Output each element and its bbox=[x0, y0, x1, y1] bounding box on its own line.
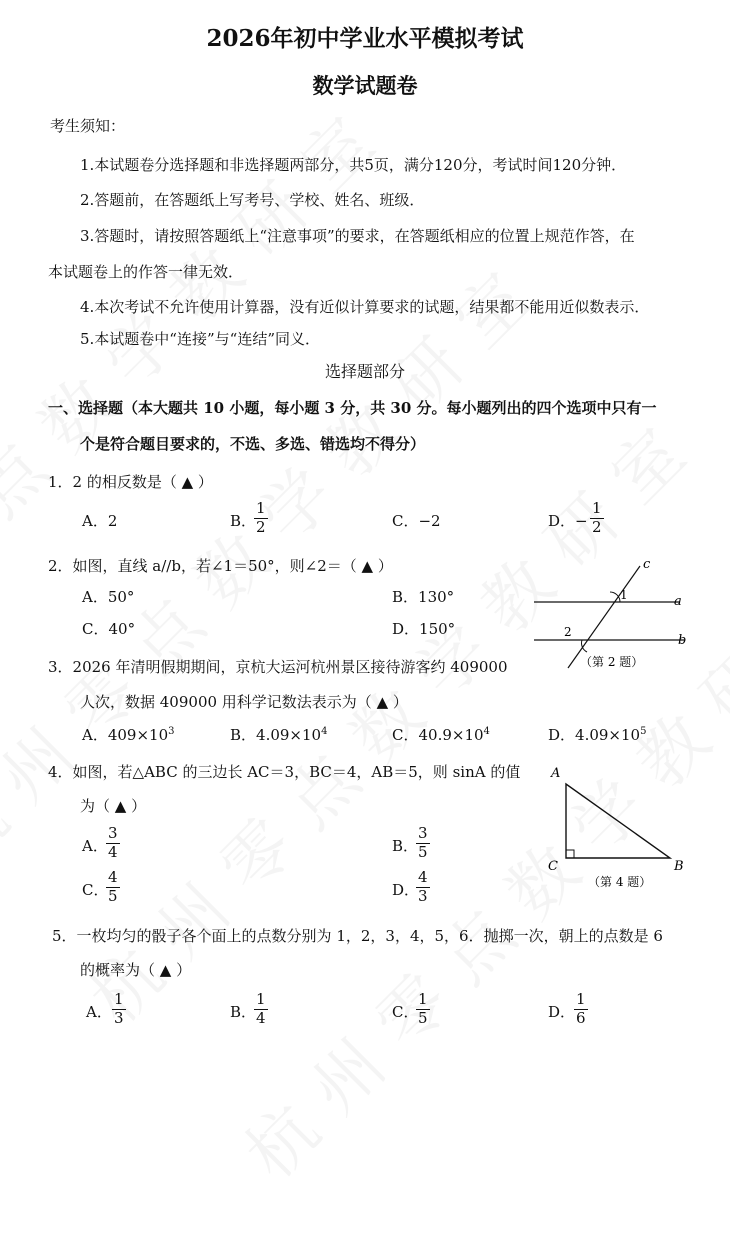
q5-option-a-fraction: 1 3 bbox=[114, 990, 124, 1027]
q5-option-d-fraction: 1 6 bbox=[576, 990, 586, 1027]
q4-stem-line1: 4．如图，若△ABC 的三边长 AC＝3，BC＝4，AB＝5，则 sinA 的值 bbox=[48, 763, 521, 781]
q4-option-a-fraction: 3 4 bbox=[108, 824, 118, 861]
part1-instruction-line1: 一、选择题（本大题共 10 小题，每小题 3 分，共 30 分。每小题列出的四个选项中只有一 bbox=[48, 399, 657, 417]
label-b: b bbox=[678, 633, 687, 648]
label-a: a bbox=[674, 594, 682, 609]
exam-title: 2026年初中学业水平模拟考试 bbox=[206, 25, 524, 52]
q1-option-b-fraction: 1 2 bbox=[256, 499, 266, 536]
q4-option-a-label: A． bbox=[82, 837, 108, 855]
notice-heading: 考生须知： bbox=[50, 117, 126, 135]
paper-subtitle: 数学试题卷 bbox=[312, 73, 418, 98]
notice-item-3-cont: 本试题卷上的作答一律无效． bbox=[48, 263, 244, 281]
q5-option-b-label: B． bbox=[230, 1003, 257, 1021]
q1-option-c: C．−2 bbox=[392, 512, 441, 530]
q1-option-a: A．2 bbox=[82, 512, 118, 530]
q5-option-a-label: A． bbox=[86, 1003, 112, 1021]
q1-option-b-label: B． bbox=[230, 512, 257, 530]
label-vertex-c: C bbox=[548, 859, 558, 874]
triangle-abc bbox=[566, 784, 670, 858]
q2-option-c: C．40° bbox=[82, 620, 136, 638]
q2-figure-caption: （第 2 题） bbox=[580, 655, 644, 669]
q5-stem-line2: 的概率为（ ▲ ） bbox=[80, 961, 192, 979]
q4-option-c-fraction: 4 5 bbox=[108, 868, 118, 905]
q3-option-d: D．$4.09\times 10^5$ bbox=[548, 726, 647, 744]
q3-option-b: B．$4.09\times 10^4$ bbox=[230, 726, 328, 744]
q2-option-b: B．130° bbox=[392, 588, 455, 606]
q5-option-c-fraction: 1 5 bbox=[418, 990, 428, 1027]
notice-item-5: 5.本试题卷中“连接”与“连结”同义． bbox=[80, 330, 320, 348]
q1-option-d-fraction: 1 2 bbox=[592, 499, 602, 536]
line-c bbox=[568, 566, 640, 668]
q3-option-c: C．$40.9\times 10^4$ bbox=[392, 726, 490, 744]
label-vertex-b: B bbox=[674, 859, 684, 874]
notice-item-4: 4.本次考试不允许使用计算器，没有近似计算要求的试题，结果都不能用近似数表示． bbox=[80, 298, 650, 316]
section-title: 选择题部分 bbox=[324, 362, 405, 381]
q5-option-c-label: C． bbox=[392, 1003, 419, 1021]
q2-figure bbox=[528, 556, 698, 672]
q1-option-d-label: D．− bbox=[548, 512, 588, 530]
q5-option-d-label: D． bbox=[548, 1003, 576, 1021]
notice-item-3: 3.答题时，请按照答题纸上“注意事项”的要求，在答题纸相应的位置上规范作答，在 bbox=[80, 227, 635, 245]
notice-item-1: 1.本试题卷分选择题和非选择题两部分，共5页，满分120分，考试时间120分钟． bbox=[80, 156, 627, 174]
q3-stem-line1: 3．2026 年清明假期期间，京杭大运河杭州景区接待游客约 409000 bbox=[48, 658, 508, 676]
q4-figure bbox=[540, 760, 700, 892]
q5-option-b-fraction: 1 4 bbox=[256, 990, 266, 1027]
label-angle-2: 2 bbox=[564, 625, 572, 639]
q3-option-a: A．$409\times 10^3$ bbox=[82, 726, 175, 744]
q4-option-d-label: D． bbox=[392, 881, 420, 899]
q2-option-d: D．150° bbox=[392, 620, 456, 638]
q4-option-d-fraction: 4 3 bbox=[418, 868, 428, 905]
q2-stem: 2．如图，直线 a//b，若∠1＝50°，则∠2＝（ ▲ ） bbox=[48, 557, 393, 575]
q1-stem: 1．2 的相反数是（ ▲ ） bbox=[48, 473, 213, 491]
q4-stem-line2: 为（ ▲ ） bbox=[80, 797, 147, 815]
q4-figure-caption: （第 4 题） bbox=[588, 875, 652, 889]
q4-option-b-fraction: 3 5 bbox=[418, 824, 428, 861]
label-c: c bbox=[643, 557, 651, 572]
q3-stem-line2: 人次，数据 409000 用科学记数法表示为（ ▲ ） bbox=[80, 693, 408, 711]
notice-item-2: 2.答题前，在答题纸上写考号、学校、姓名、班级． bbox=[80, 191, 425, 209]
q4-option-c-label: C． bbox=[82, 881, 109, 899]
q4-option-b-label: B． bbox=[392, 837, 419, 855]
part1-instruction-line2: 个是符合题目要求的，不选、多选、错选均不得分） bbox=[80, 435, 426, 453]
label-angle-1: 1 bbox=[620, 588, 628, 602]
label-vertex-a: A bbox=[551, 766, 561, 781]
q5-stem-line1: 5．一枚均匀的骰子各个面上的点数分别为 1，2，3，4，5，6．抛掷一次，朝上的点数是 6 bbox=[52, 927, 663, 945]
q2-option-a: A．50° bbox=[82, 588, 135, 606]
right-angle-mark bbox=[566, 850, 574, 858]
